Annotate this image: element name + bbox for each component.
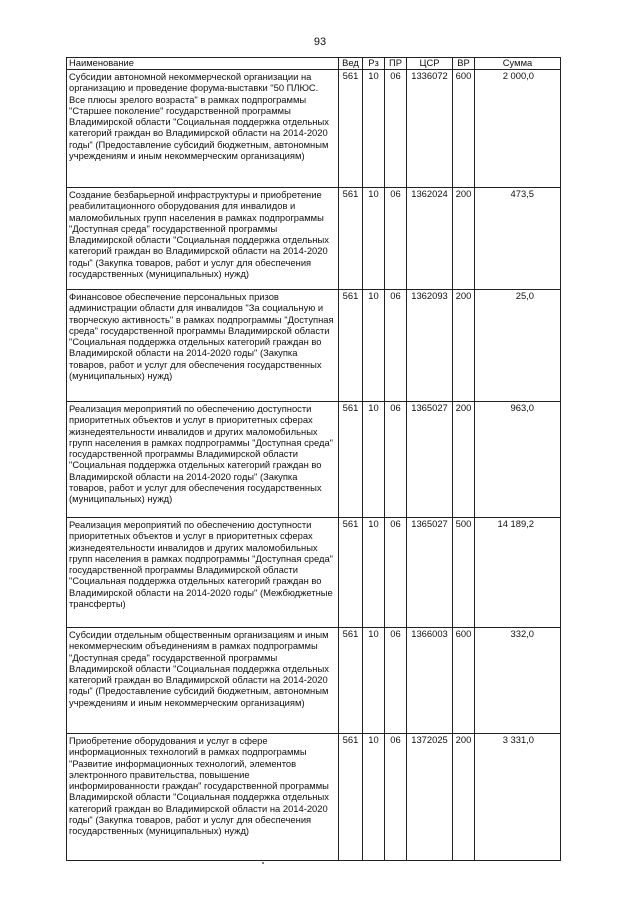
table-row (67, 188, 561, 290)
row-pr: 06 (385, 518, 407, 628)
row-csr: 1365027 (407, 518, 453, 628)
row-ved: 561 (339, 518, 363, 628)
row-pr: 06 (385, 734, 407, 861)
row-vr: 500 (453, 518, 475, 628)
row-rz: 10 (363, 734, 385, 861)
row-ved: 561 (339, 290, 363, 402)
row-pr: 06 (385, 188, 407, 290)
row-csr: 1372025 (407, 734, 453, 861)
table-row (67, 518, 561, 628)
row-rz: 10 (363, 518, 385, 628)
row-name: Финансовое обеспечение персональных призов администрации области для инвалидов "За социальную и творческую активность" в рамках подпрограммы "Доступная среда" государственной программы Владимирской области "Социальная поддержка отдельных категорий граждан во Владимирской области на 2014-2020 годы" (Закупка товаров, работ и услуг для обеспечения государственных (муниципальных) нужд) (67, 290, 339, 402)
row-csr: 1336072 (407, 70, 453, 188)
header-vr: ВР (453, 58, 475, 70)
row-rz: 10 (363, 402, 385, 518)
row-rz: 10 (363, 628, 385, 734)
row-pr: 06 (385, 290, 407, 402)
page-number: 93 (313, 36, 327, 48)
header-name: Наименование (67, 58, 339, 70)
row-pr: 06 (385, 402, 407, 518)
row-sum: 332,0 (475, 628, 561, 734)
row-vr: 200 (453, 188, 475, 290)
row-csr: 1366003 (407, 628, 453, 734)
row-name: Приобретение оборудования и услуг в сфере информационных технологий в рамках подпрограммы "Развитие информационных технологий, элементов электронного правительства, повышение информированности граждан" государственной программы Владимирской области "Социальная поддержка отдельных категорий граждан во Владимирской области на 2014-2020 годы" (Закупка товаров, работ и услуг для обеспечения государственных (муниципальных) нужд) (67, 734, 339, 861)
budget-table-container (66, 57, 560, 861)
table-row (67, 734, 561, 861)
row-sum: 25,0 (475, 290, 561, 402)
row-name: Реализация мероприятий по обеспечению доступности приоритетных объектов и услуг в приоритетных сферах жизнедеятельности инвалидов и других маломобильных групп населения в рамках подпрограммы "Доступная среда" государственной программы Владимирской области "Социальная поддержка отдельных категорий граждан во Владимирской области на 2014-2020 годы" (Межбюджетные трансферты) (67, 518, 339, 628)
row-csr: 1362024 (407, 188, 453, 290)
row-sum: 473,5 (475, 188, 561, 290)
row-sum: 2 000,0 (475, 70, 561, 188)
header-rz: Рз (363, 58, 385, 70)
row-sum: 3 331,0 (475, 734, 561, 861)
row-ved: 561 (339, 188, 363, 290)
row-vr: 600 (453, 628, 475, 734)
row-ved: 561 (339, 628, 363, 734)
row-csr: 1362093 (407, 290, 453, 402)
row-ved: 561 (339, 70, 363, 188)
header-pr: ПР (385, 58, 407, 70)
budget-table (66, 57, 561, 861)
scan-speck (262, 862, 264, 864)
row-sum: 14 189,2 (475, 518, 561, 628)
table-header-row (67, 58, 561, 70)
row-csr: 1365027 (407, 402, 453, 518)
row-ved: 561 (339, 734, 363, 861)
row-name: Субсидии отдельным общественным организациям и иным некоммерческим объединениям в рамках подпрограммы "Доступная среда" государственной программы Владимирской области "Социальная поддержка отдельных категорий граждан во Владимирской области на 2014-2020 годы" (Предоставление субсидий бюджетным, автономным учреждениям и иным некоммерческим организациям) (67, 628, 339, 734)
row-pr: 06 (385, 628, 407, 734)
table-row (67, 628, 561, 734)
table-row (67, 70, 561, 188)
row-sum: 963,0 (475, 402, 561, 518)
table-row (67, 290, 561, 402)
row-rz: 10 (363, 290, 385, 402)
row-vr: 200 (453, 402, 475, 518)
row-name: Создание безбарьерной инфраструктуры и приобретение реабилитационного оборудования для инвалидов и маломобильных групп населения в рамках подпрограммы "Доступная среда" государственной программы Владимирской области "Социальная поддержка отдельных категорий граждан во Владимирской области на 2014-2020 годы" (Закупка товаров, работ и услуг для обеспечения государственных (муниципальных) нужд) (67, 188, 339, 290)
row-vr: 600 (453, 70, 475, 188)
row-name: Реализация мероприятий по обеспечению доступности приоритетных объектов и услуг в приоритетных сферах жизнедеятельности инвалидов и других маломобильных групп населения в рамках подпрограммы "Доступная среда" государственной программы Владимирской области "Социальная поддержка отдельных категорий граждан во Владимирской области на 2014-2020 годы" (Закупка товаров, работ и услуг для обеспечения государственных (муниципальных) нужд) (67, 402, 339, 518)
header-csr: ЦСР (407, 58, 453, 70)
row-rz: 10 (363, 188, 385, 290)
row-rz: 10 (363, 70, 385, 188)
header-sum: Сумма (475, 58, 561, 70)
row-name: Субсидии автономной некоммерческой организации на организацию и проведение форума-выставки "50 ПЛЮС. Все плюсы зрелого возраста" в рамках подпрограммы "Старшее поколение" государственной программы Владимирской области "Социальная поддержка отдельных категорий граждан во Владимирской области на 2014-2020 годы" (Предоставление субсидий бюджетным, автономным учреждениям и иным некоммерческим организациям) (67, 70, 339, 188)
row-ved: 561 (339, 402, 363, 518)
header-ved: Вед (339, 58, 363, 70)
row-vr: 200 (453, 290, 475, 402)
table-row (67, 402, 561, 518)
row-vr: 200 (453, 734, 475, 861)
row-pr: 06 (385, 70, 407, 188)
